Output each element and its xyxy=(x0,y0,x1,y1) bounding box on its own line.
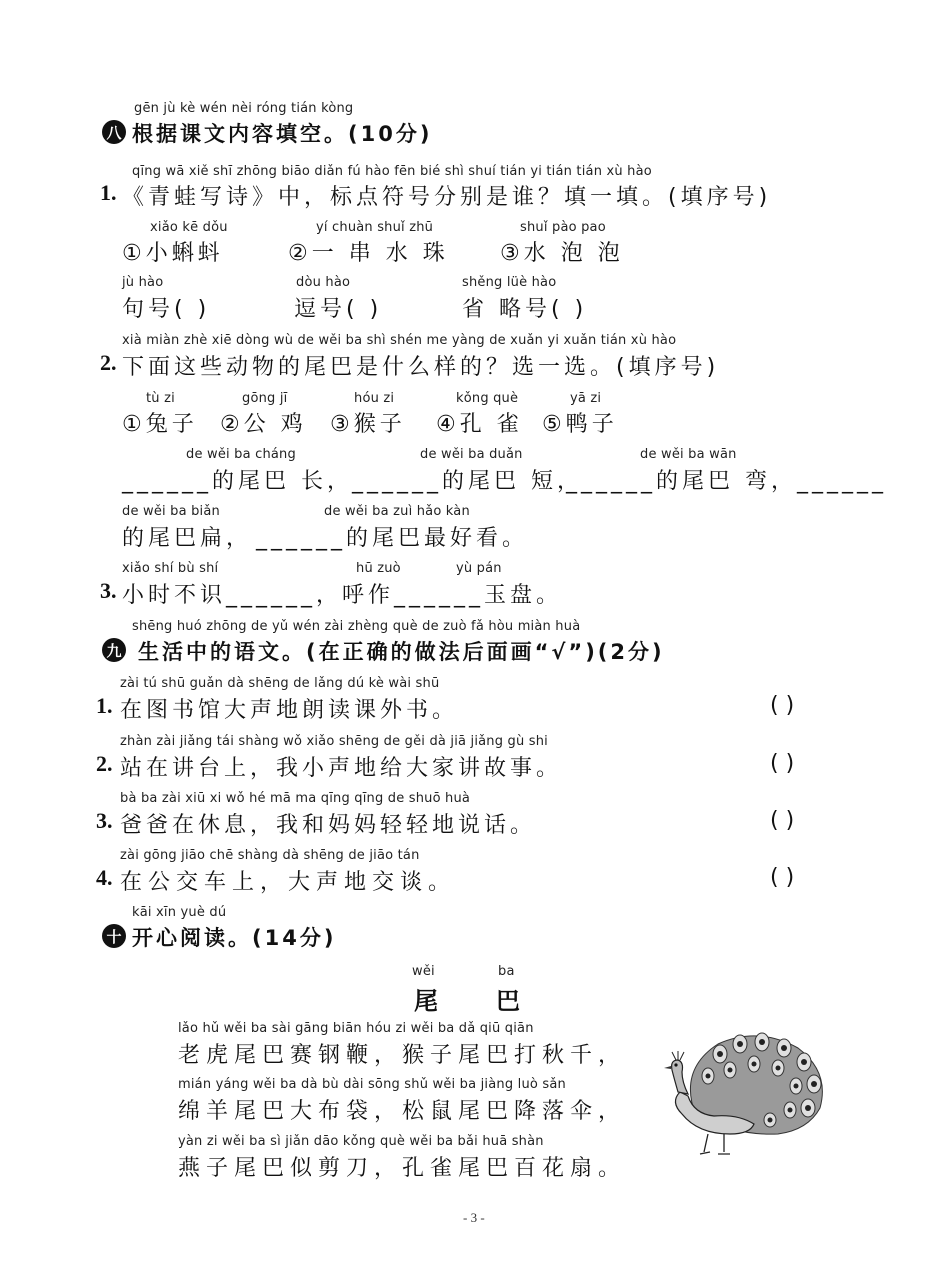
s9-item3-pinyin: bà ba zài xiū xi wǒ hé mā ma qīng qīng de shuō huà xyxy=(120,791,471,806)
q1-opt3: ③水 泡 泡 xyxy=(500,241,624,266)
q2-text: 下面这些动物的尾巴是什么样的？选一选。(填序号) xyxy=(122,355,720,380)
section10-title: 开心阅读。(14分) xyxy=(132,926,337,950)
q1-opt2-pinyin: yí chuàn shuǐ zhū xyxy=(316,220,434,235)
q1-number: 1. xyxy=(100,180,117,205)
q2-opt2: ②公 鸡 xyxy=(220,412,307,437)
poem-line2: 绵羊尾巴大布袋，松鼠尾巴降落伞， xyxy=(178,1099,627,1124)
q2-pinyin: xià miàn zhè xiē dòng wù de wěi ba shì shén me yàng de xuǎn yi xuǎn tián xù hào xyxy=(122,333,677,348)
q2-number: 2. xyxy=(100,350,117,375)
q2-line1-b-pinyin: de wěi ba duǎn xyxy=(420,447,523,462)
q2-opt5: ⑤鸭子 xyxy=(542,412,618,437)
poem-title-char-1: 尾 xyxy=(414,987,468,1015)
poem-line1-pinyin: lǎo hǔ wěi ba sài gāng biān hóu zi wěi ba dǎ qiū qiān xyxy=(178,1021,534,1036)
s9-item3-answer[interactable]: ( ) xyxy=(770,808,795,833)
s9-item4-answer[interactable]: ( ) xyxy=(770,865,795,890)
q3-pinyin-2: hū zuò xyxy=(356,561,401,576)
section9-pinyin: shēng huó zhōng de yǔ wén zài zhèng què de zuò fǎ hòu miàn huà xyxy=(132,619,581,634)
q2-opt1-pinyin: tù zi xyxy=(146,391,175,406)
s9-item2-number: 2. xyxy=(96,751,113,776)
q1-ans1-pinyin: jù hào xyxy=(122,275,164,290)
poem-line2-pinyin: mián yáng wěi ba dà bù dài sōng shǔ wěi ba jiàng luò sǎn xyxy=(178,1077,566,1092)
section8-badge: 八 xyxy=(102,120,126,144)
s9-item2-text: 站在讲台上，我小声地给大家讲故事。 xyxy=(120,756,563,781)
q1-answer-shenglvehao[interactable]: 省 略号( ) xyxy=(462,297,588,322)
peacock-illustration xyxy=(658,1030,828,1158)
q1-opt1-pinyin: xiǎo kē dǒu xyxy=(150,220,228,235)
section10-pinyin: kāi xīn yuè dú xyxy=(132,905,227,920)
q2-opt4: ④孔 雀 xyxy=(436,412,523,437)
q2-fill-long[interactable]: ______的尾巴 长， xyxy=(122,469,353,494)
section9-title: 生活中的语文。(在正确的做法后面画“√”)(2分) xyxy=(138,640,665,664)
section8-title: 根据课文内容填空。(10分) xyxy=(132,122,433,146)
poem-line1: 老虎尾巴赛钢鞭，猴子尾巴打秋千， xyxy=(178,1043,627,1068)
q2-line1-a-pinyin: de wěi ba cháng xyxy=(186,447,296,462)
poem-title-pinyin-2: ba xyxy=(498,964,515,979)
s9-item3-number: 3. xyxy=(96,808,113,833)
q1-ans3-pinyin: shěng lüè hào xyxy=(462,275,557,290)
poem-line3: 燕子尾巴似剪刀，孔雀尾巴百花扇。 xyxy=(178,1156,627,1181)
s9-item4-pinyin: zài gōng jiāo chē shàng dà shēng de jiāo tán xyxy=(120,848,420,863)
section8-pinyin: gēn jù kè wén nèi róng tián kòng xyxy=(134,101,354,116)
section10-badge: 十 xyxy=(102,924,126,948)
q1-pinyin: qīng wā xiě shī zhōng biāo diǎn fú hào fēn bié shì shuí tián yi tián tián xù hào xyxy=(132,164,652,179)
q3-pinyin-3: yù pán xyxy=(456,561,502,576)
q2-opt1: ①兔子 xyxy=(122,412,198,437)
q2-fill-short[interactable]: ______的尾巴 短， xyxy=(352,469,583,494)
q2-line2-b-pinyin: de wěi ba zuì hǎo kàn xyxy=(324,504,470,519)
page-number: - 3 - xyxy=(463,1210,485,1225)
s9-item1-pinyin: zài tú shū guǎn dà shēng de lǎng dú kè wài shū xyxy=(120,676,440,691)
q2-opt3-pinyin: hóu zi xyxy=(354,391,395,406)
poem-title-char-2: 巴 xyxy=(496,987,550,1015)
section9-badge: 九 xyxy=(102,638,126,662)
q1-answer-juhao[interactable]: 句号( ) xyxy=(122,297,211,322)
s9-item4-text: 在公交车上，大声地交谈。 xyxy=(120,870,457,895)
q1-answer-douhao[interactable]: 逗号( ) xyxy=(294,297,383,322)
q1-text: 《青蛙写诗》中，标点符号分别是谁？填一填。(填序号) xyxy=(122,185,772,210)
q2-line1-c-pinyin: de wěi ba wān xyxy=(640,447,737,462)
q2-fill-curved[interactable]: ______的尾巴 弯，______ xyxy=(566,469,887,494)
q2-line2-a-pinyin: de wěi ba biǎn xyxy=(122,504,220,519)
s9-item1-text: 在图书馆大声地朗读课外书。 xyxy=(120,698,459,723)
q1-ans2-pinyin: dòu hào xyxy=(296,275,351,290)
q3-text[interactable]: 小时不识______，呼作______玉盘。 xyxy=(122,583,563,608)
q1-opt1: ①小蝌蚪 xyxy=(122,241,224,266)
q1-opt2: ②一 串 水 珠 xyxy=(288,241,449,266)
poem-line3-pinyin: yàn zi wěi ba sì jiǎn dāo kǒng què wěi ba bǎi huā shàn xyxy=(178,1134,544,1149)
q2-fill-flat[interactable]: 的尾巴扁， xyxy=(122,526,253,551)
s9-item2-pinyin: zhàn zài jiǎng tái shàng wǒ xiǎo shēng de gěi dà jiā jiǎng gù shi xyxy=(120,734,548,749)
s9-item1-answer[interactable]: ( ) xyxy=(770,693,795,718)
s9-item2-answer[interactable]: ( ) xyxy=(770,751,795,776)
q3-pinyin-1: xiǎo shí bù shí xyxy=(122,561,219,576)
q2-opt2-pinyin: gōng jī xyxy=(242,391,288,406)
q1-opt3-pinyin: shuǐ pào pao xyxy=(520,220,606,235)
s9-item4-number: 4. xyxy=(96,865,113,890)
q2-opt3: ③猴子 xyxy=(330,412,406,437)
q2-opt4-pinyin: kǒng què xyxy=(456,391,519,406)
s9-item1-number: 1. xyxy=(96,693,113,718)
q2-opt5-pinyin: yā zi xyxy=(570,391,602,406)
s9-item3-text: 爸爸在休息，我和妈妈轻轻地说话。 xyxy=(120,813,537,838)
poem-title-pinyin-1: wěi xyxy=(412,964,435,979)
q3-number: 3. xyxy=(100,578,117,603)
q2-fill-prettiest[interactable]: ______的尾巴最好看。 xyxy=(256,526,529,551)
